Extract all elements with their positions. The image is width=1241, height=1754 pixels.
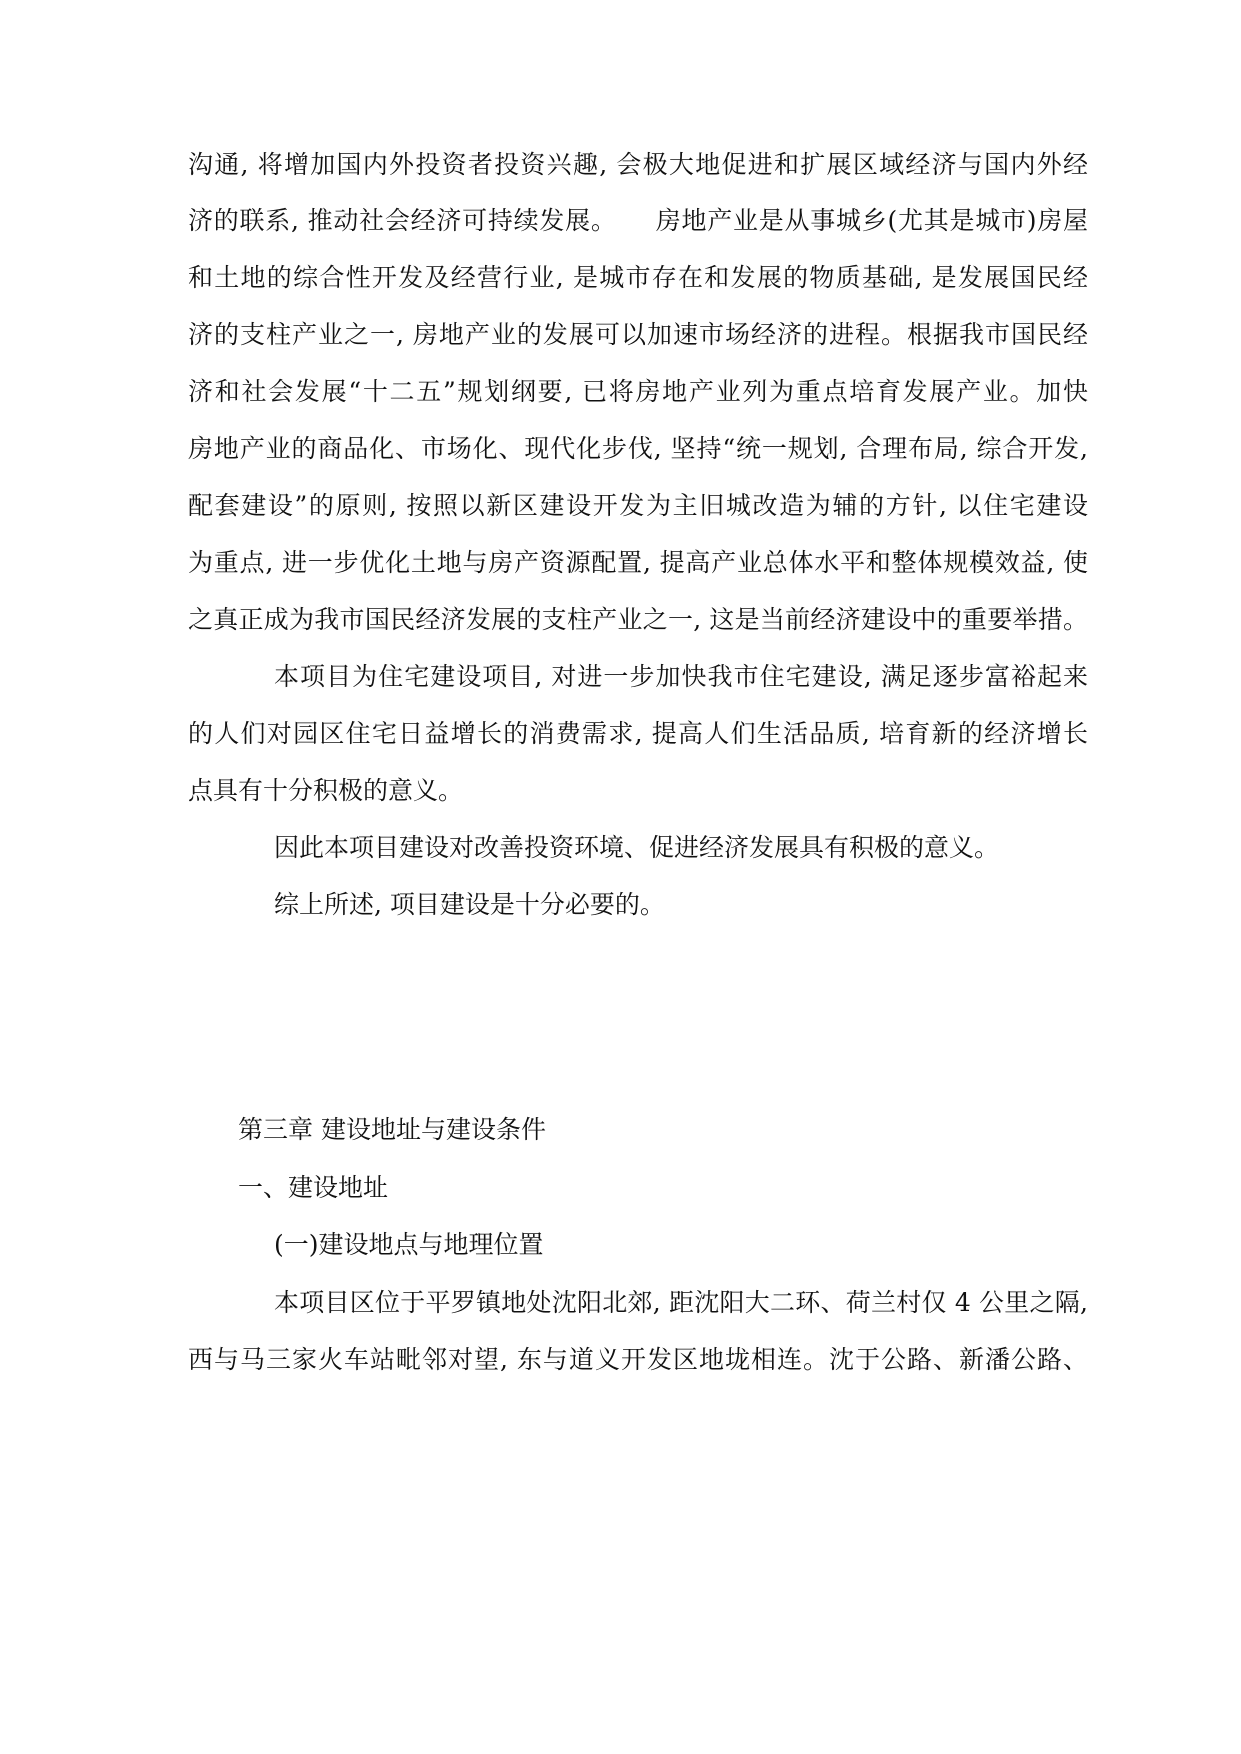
body-text-line: 济的支柱产业之一, 房地产业的发展可以加速市场经济的进程。根据我市国民经 [188,320,1088,349]
body-text-line: 为重点, 进一步优化土地与房产资源配置, 提高产业总体水平和整体规模效益, 使 [188,548,1088,577]
body-text-line: 房地产业的商品化、市场化、现代化步伐, 坚持“统一规划, 合理布局, 综合开发, [188,434,1088,463]
section-heading: 一、建设地址 [238,1173,389,1202]
body-text-line: 济的联系, 推动社会经济可持续发展。 房地产业是从事城乡(尤其是城市)房屋 [188,206,1088,235]
paragraph-first-line: 本项目为住宅建设项目, 对进一步加快我市住宅建设, 满足逐步富裕起来 [274,662,1088,691]
paragraph-first-line: 本项目区位于平罗镇地处沈阳北郊, 距沈阳大二环、荷兰村仅 4 公里之隔, [274,1288,1088,1317]
body-text-line: 和土地的综合性开发及经营行业, 是城市存在和发展的物质基础, 是发展国民经 [188,263,1088,292]
chapter-heading: 第三章 建设地址与建设条件 [238,1115,546,1144]
body-text-line: 济和社会发展“十二五”规划纲要, 已将房地产业列为重点培育发展产业。加快 [188,377,1088,406]
body-text-line: 点具有十分积极的意义。 [188,776,464,805]
body-text-line: 之真正成为我市国民经济发展的支柱产业之一, 这是当前经济建设中的重要举措。 [188,605,1088,634]
paragraph-first-line: 综上所述, 项目建设是十分必要的。 [274,890,665,919]
body-text-line: 配套建设”的原则, 按照以新区建设开发为主旧城改造为辅的方针, 以住宅建设 [188,491,1088,520]
body-text-line: 西与马三家火车站毗邻对望, 东与道义开发区地垅相连。沈于公路、新潘公路、 [188,1345,1088,1374]
body-text-line: 沟通, 将增加国内外投资者投资兴趣, 会极大地促进和扩展区域经济与国内外经 [188,150,1088,179]
paragraph-first-line: 因此本项目建设对改善投资环境、促进经济发展具有积极的意义。 [274,833,1000,862]
subsection-heading: (一)建设地点与地理位置 [274,1230,544,1259]
body-text-line: 的人们对园区住宅日益增长的消费需求, 提高人们生活品质, 培育新的经济增长 [188,719,1088,748]
